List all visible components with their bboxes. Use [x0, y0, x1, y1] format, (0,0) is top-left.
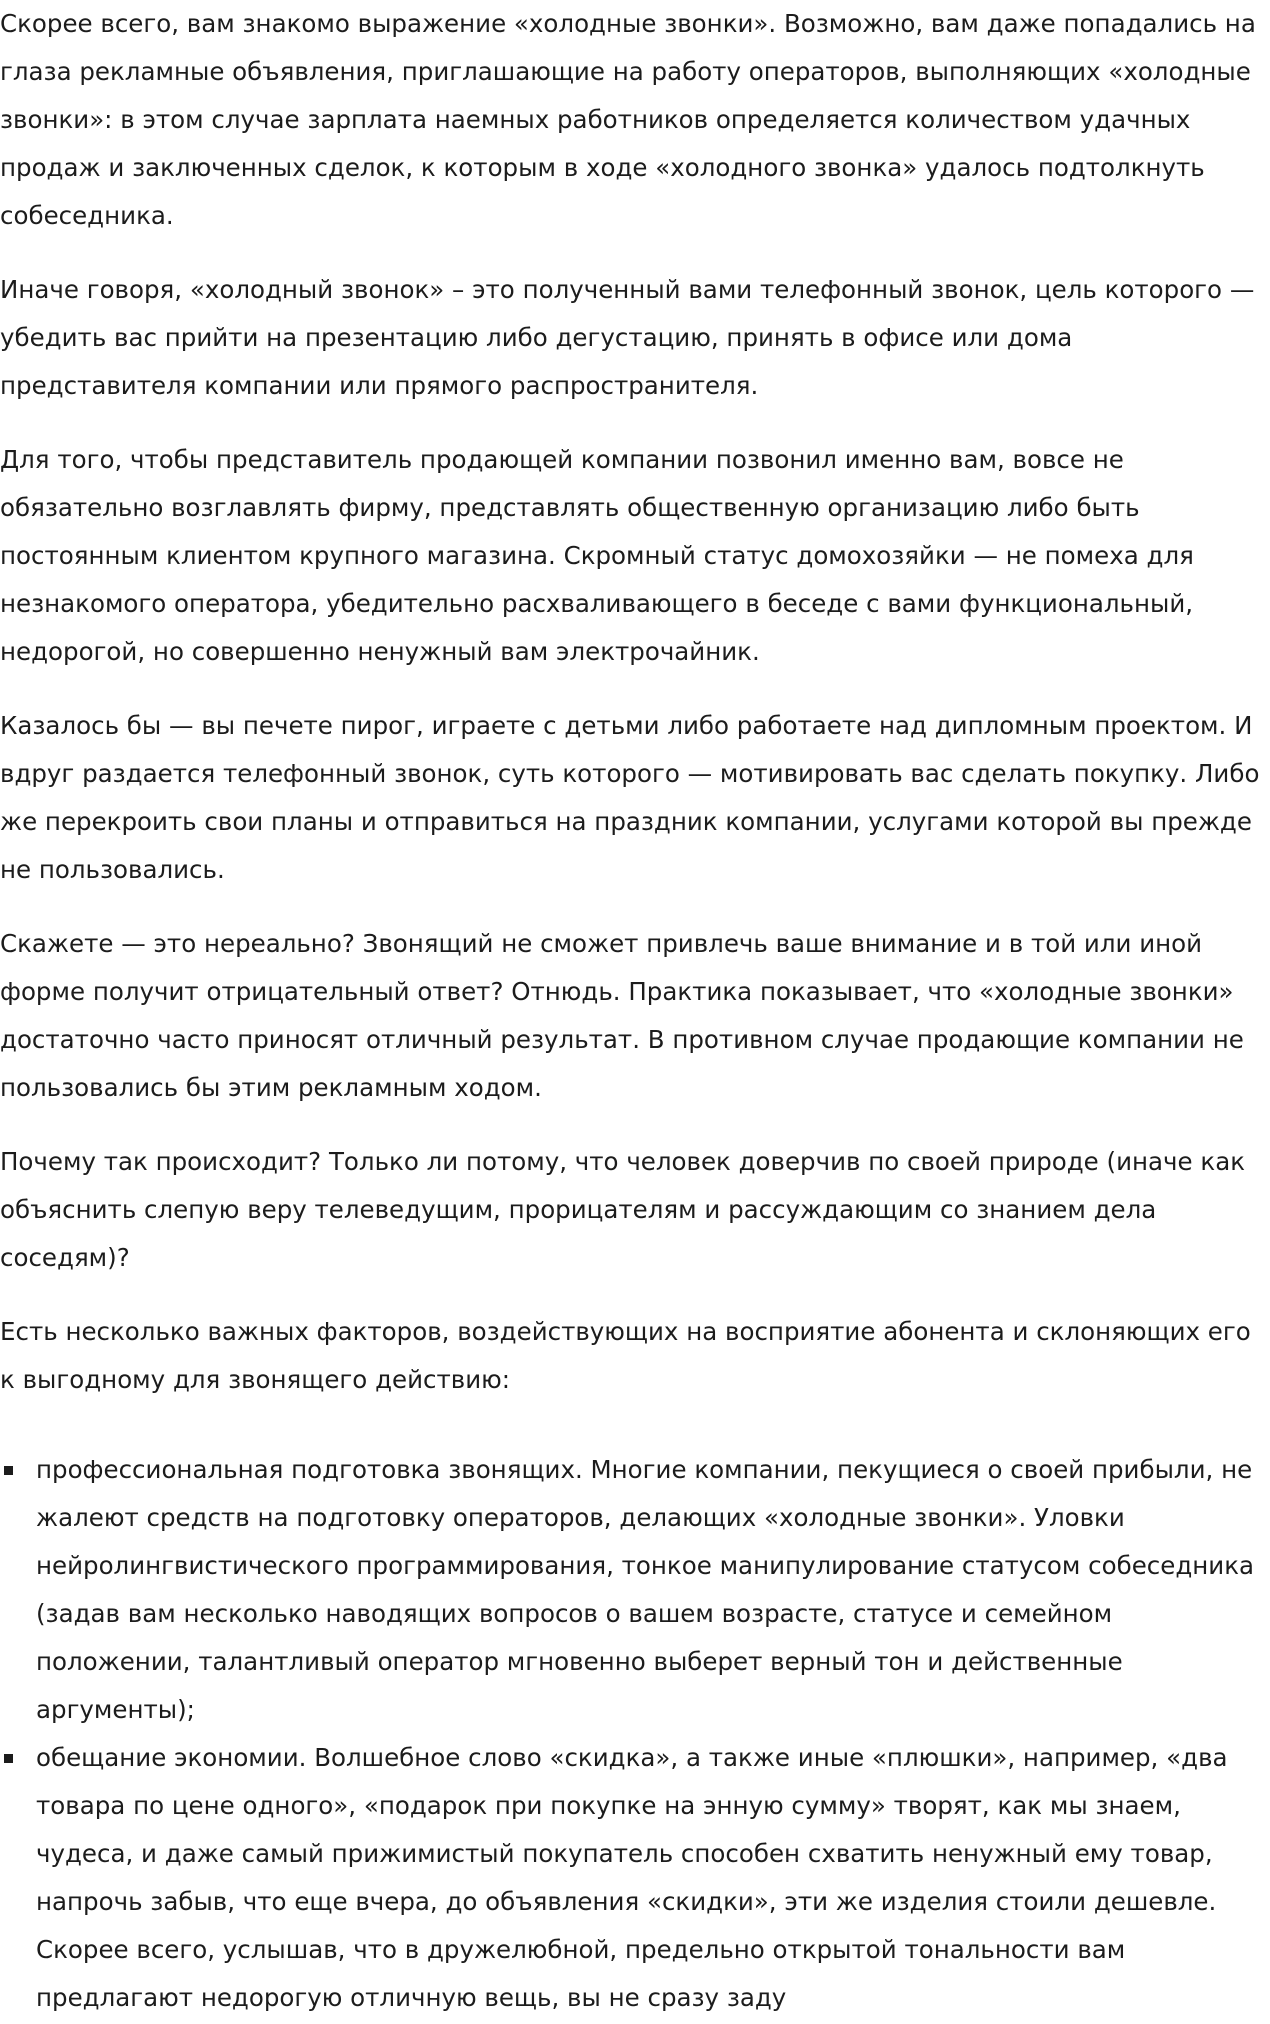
square-bullet-icon	[4, 1466, 13, 1475]
paragraph-target-audience: Для того, чтобы представитель продающей компании позвонил именно вам, вовсе не обязательно возглавлять фирму, представлять общественную организацию либо быть постоянным клиентом крупного магазина. Скромный статус домохозяйки — не помеха для незнакомого оператора, убедительно расхваливающего в беседе с вами функциональный, недорогой, но совершенно ненужный вам электрочайник.	[0, 445, 1194, 666]
list-item-text: профессиональная подготовка звонящих. Многие компании, пекущиеся о своей прибыли, не жалеют средств на подготовку операторов, делающих «холодные звонки». Уловки нейролингвистического программирования, тонкое манипулирование статусом собеседника (задав вам несколько наводящих вопросов о вашем возрасте, статусе и семейном положении, талантливый оператор мгновенно выберет верный тон и действенные аргументы);	[36, 1455, 1255, 1724]
paragraph-effectiveness: Скажете — это нереально? Звонящий не сможет привлечь ваше внимание и в той или иной форме получит отрицательный ответ? Отнюдь. Практика показывает, что «холодные звонки» достаточно часто приносят отличный результат. В противном случае продающие компании не пользовались бы этим рекламным ходом.	[0, 929, 1244, 1102]
paragraph-intro: Скорее всего, вам знакомо выражение «холодные звонки». Возможно, вам даже попадались на глаза рекламные объявления, приглашающие на работу операторов, выполняющих «холодные звонки»: в этом случае зарплата наемных работников определяется количеством удачных продаж и заключенных сделок, к которым в ходе «холодного звонка» удалось подтолкнуть собеседника.	[0, 9, 1256, 230]
square-bullet-icon	[4, 1754, 13, 1763]
paragraph-example: Казалось бы — вы печете пирог, играете с детьми либо работаете над дипломным проектом. И вдруг раздается телефонный звонок, суть которого — мотивировать вас сделать покупку. Либо же перекроить свои планы и отправиться на праздник компании, услугами которой вы прежде не пользовались.	[0, 711, 1260, 884]
list-item-text: обещание экономии. Волшебное слово «скидка», а также иные «плюшки», например, «два товара по цене одного», «подарок при покупке на энную сумму» творят, как мы знаем, чудеса, и даже самый прижимистый покупатель способен схватить ненужный ему товар, напрочь забыв, что еще вчера, до объявления «скидки», эти же изделия стоили дешевле. Скорее всего, услышав, что в дружелюбной, предельно открытой тональности вам предлагают недорогую отличную вещь, вы не сразу заду	[36, 1743, 1228, 2012]
list-item	[0, 1446, 1266, 1734]
list-item	[0, 1734, 1266, 2022]
paragraph-question: Почему так происходит? Только ли потому, что человек доверчив по своей природе (иначе как объяснить слепую веру телеведущим, прорицателям и рассуждающим со знанием дела соседям)?	[0, 1147, 1246, 1272]
paragraph-definition: Иначе говоря, «холодный звонок» – это полученный вами телефонный звонок, цель которого — убедить вас прийти на презентацию либо дегустацию, принять в офисе или дома представителя компании или прямого распространителя.	[0, 275, 1255, 400]
factors-list	[0, 1446, 1266, 2022]
paragraph-factors-intro: Есть несколько важных факторов, воздействующих на восприятие абонента и склоняющих его к выгодному для звонящего действию:	[0, 1317, 1251, 1394]
